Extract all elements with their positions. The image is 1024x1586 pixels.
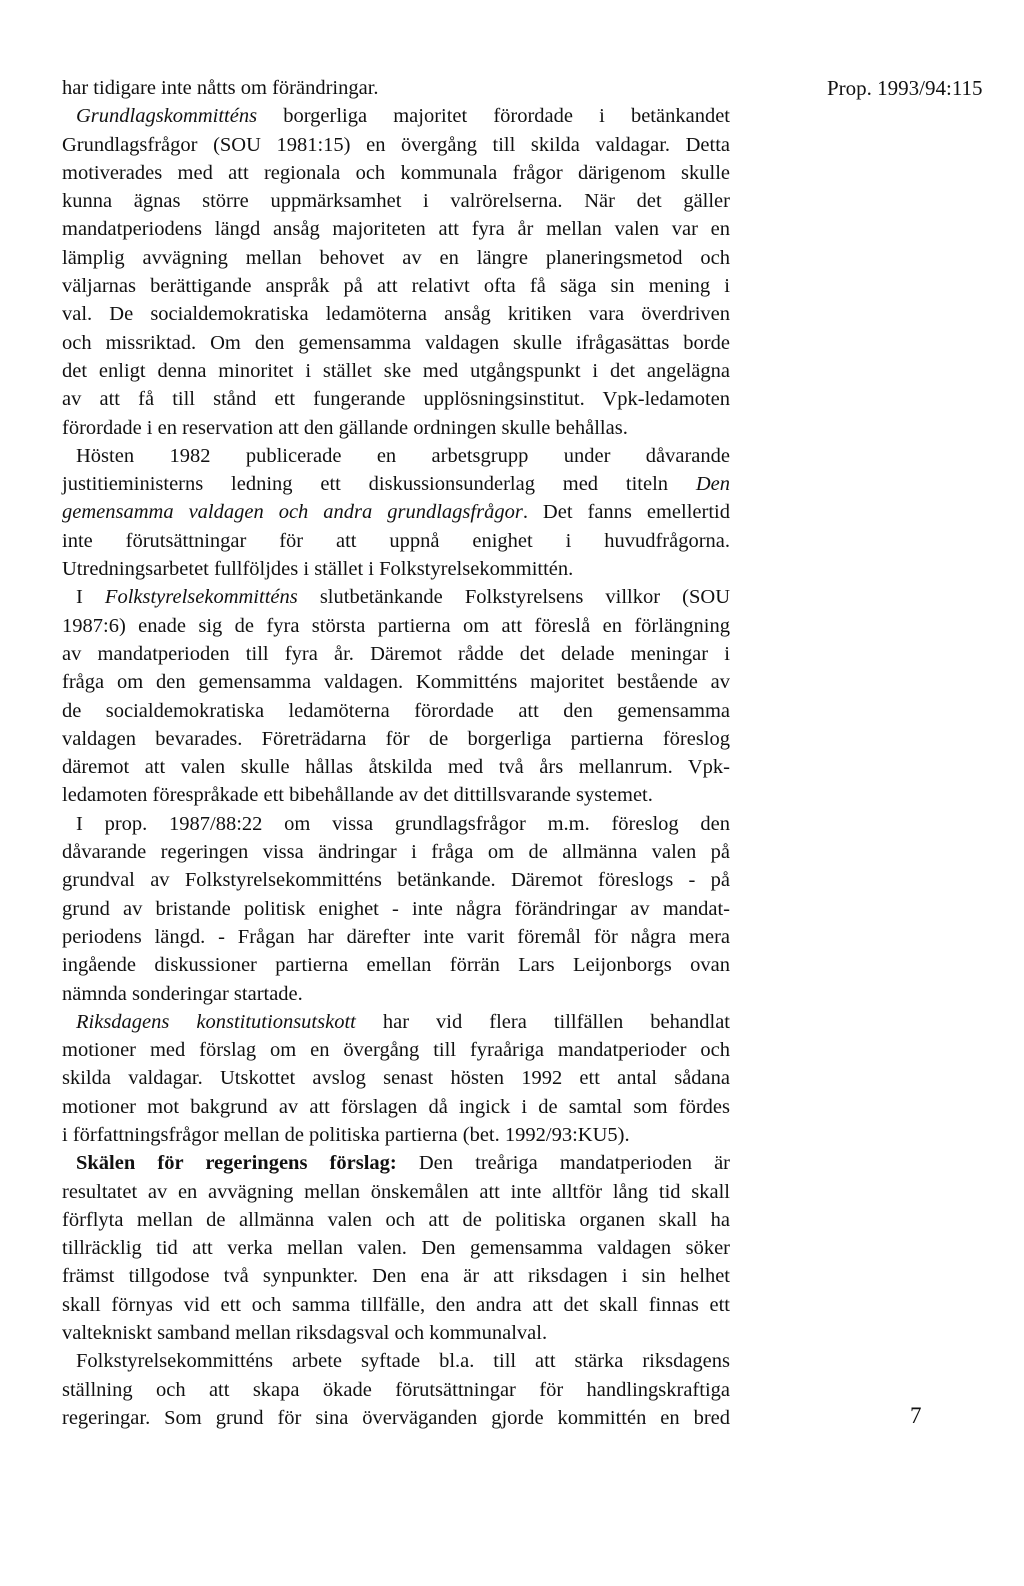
text-line: väljarnas berättigande anspråk på att relativt ofta få säga sin mening i <box>62 275 730 298</box>
text-line: I Folkstyrelsekommitténs slutbetänkande Folkstyrelsens villkor (SOU <box>76 586 731 609</box>
text-line: mandatperiodens längd ansåg majoriteten att fyra år mellan valen var en <box>62 218 730 241</box>
text-line: Utredningsarbetet fullföljdes i stället i Folkstyrelsekommittén. <box>62 558 574 581</box>
text-line: inte förutsättningar för att uppnå enighet i huvudfrågorna. <box>62 529 730 552</box>
text-line: tillräcklig tid att verka mellan valen. Den gemensamma valdagen söker <box>62 1237 730 1260</box>
text-line: Grundlagskommitténs borgerliga majoritet förordade i betänkandet <box>76 105 730 128</box>
text-line: I prop. 1987/88:22 om vissa grundlagsfrågor m.m. föreslog den <box>76 812 730 835</box>
text-line: lämplig avvägning mellan behovet av en längre planeringsmetod och <box>62 246 730 269</box>
text-line: av mandatperioden till fyra år. Däremot rådde det delade meningar i <box>62 642 730 665</box>
text-line: fråga om den gemensamma valdagen. Kommitténs majoritet bestående av <box>62 671 730 694</box>
text-line: dåvarande regeringen vissa ändringar i fråga om de allmänna valen på <box>62 841 730 864</box>
text-line: valdagen bevarades. Företrädarna för de borgerliga partierna föreslog <box>62 727 730 750</box>
text-line: 1987:6) enade sig de fyra största partierna om att föreslå en förlängning <box>62 614 730 637</box>
text-line: ställning och att skapa ökade förutsättningar för handlingskraftiga <box>62 1378 730 1401</box>
text-line: justitieministerns ledning ett diskussionsunderlag med titeln Den <box>62 473 730 496</box>
text-line: motioner med förslag om en övergång till fyraåriga mandatperioder och <box>62 1039 730 1062</box>
text-line: det enligt denna minoritet i stället ske med utgångspunkt i det angelägna <box>62 359 730 382</box>
text-line: har tidigare inte nåtts om förändringar. <box>62 77 379 99</box>
document-reference: Prop. 1993/94:115 <box>827 76 983 100</box>
text-line: ingående diskussioner partierna emellan förrän Lars Leijonborgs ovan <box>62 954 730 977</box>
text-line: motioner mot bakgrund av att förslagen då ingick i de samtal som fördes <box>62 1095 730 1118</box>
text-line: regeringar. Som grund för sina överväganden gjorde kommittén en bred <box>62 1406 730 1429</box>
text-line: Grundlagsfrågor (SOU 1981:15) en övergång till skilda valdagar. Detta <box>62 133 730 156</box>
text-line: motiverades med att regionala och kommunala frågor därigenom skulle <box>62 161 730 184</box>
text-line: Hösten 1982 publicerade en arbetsgrupp under dåvarande <box>76 444 730 467</box>
text-line: val. De socialdemokratiska ledamöterna ansåg kritiken vara överdriven <box>62 303 730 326</box>
text-line: grund av bristande politisk enighet - inte några förändringar av mandat- <box>62 897 730 920</box>
page-number: 7 <box>910 1403 922 1428</box>
text-line: grundval av Folkstyrelsekommitténs betänkande. Däremot föreslogs - på <box>62 869 730 892</box>
text-line: av att få till stånd ett fungerande upplösningsinstitut. Vpk-ledamoten <box>62 388 730 411</box>
text-line: nämnda sonderingar startade. <box>62 982 303 1005</box>
text-line: Skälen för regeringens förslag: Den treåriga mandatperioden är <box>76 1152 730 1175</box>
text-line: de socialdemokratiska ledamöterna förordade att den gemensamma <box>62 699 730 722</box>
text-line: periodens längd. - Frågan har därefter inte varit föremål för några mera <box>62 925 730 948</box>
text-line: valtekniskt samband mellan riksdagsval och kommunalval. <box>62 1322 548 1345</box>
text-line: förordade i en reservation att den gällande ordningen skulle behållas. <box>62 416 628 439</box>
text-line: skall förnyas vid ett och samma tillfälle, den andra att det skall finnas ett <box>62 1293 730 1316</box>
text-line: och missriktad. Om den gemensamma valdagen skulle ifrågasättas borde <box>62 331 730 354</box>
body-text <box>62 74 730 1432</box>
text-line: ledamoten förespråkade ett bibehållande av det dittillsvarande systemet. <box>62 784 653 807</box>
text-line: resultatet av en avvägning mellan önskemålen att inte alltför lång tid skall <box>62 1180 730 1203</box>
text-line: kunna ägnas större uppmärksamhet i valrörelserna. När det gäller <box>62 190 730 213</box>
text-line: gemensamma valdagen och andra grundlagsfrågor. Det fanns emellertid <box>62 501 730 524</box>
text-line: förflyta mellan de allmänna valen och att de politiska organen skall ha <box>62 1208 730 1231</box>
text-line: Folkstyrelsekommitténs arbete syftade bl.a. till att stärka riksdagens <box>76 1350 730 1373</box>
text-line: skilda valdagar. Utskottet avslog senast hösten 1992 ett antal sådana <box>62 1067 730 1090</box>
text-line: främst tillgodose två synpunkter. Den ena är att riksdagen i sin helhet <box>62 1265 730 1288</box>
text-line: i författningsfrågor mellan de politiska partierna (bet. 1992/93:KU5). <box>62 1123 630 1146</box>
text-line: Riksdagens konstitutionsutskott har vid flera tillfällen behandlat <box>76 1010 730 1033</box>
text-line: däremot att valen skulle hållas åtskilda med två års mellanrum. Vpk- <box>62 756 730 779</box>
